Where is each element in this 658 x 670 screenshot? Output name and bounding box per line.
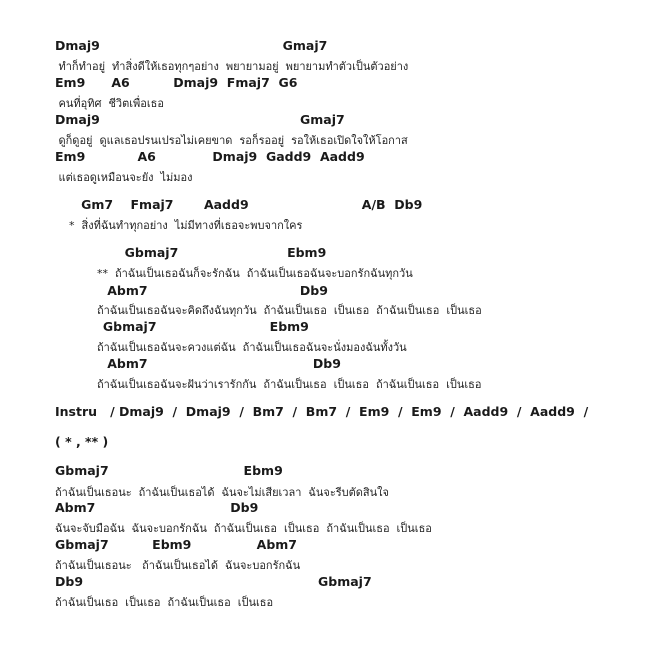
chord-line: Gbmaj7 Ebm9 — [55, 245, 327, 260]
lyric-line: ถ้าฉันเป็นเธอฉันจะควงแต่ฉัน ถ้าฉันเป็นเธอฉันจะนั่งมองฉันทั้งวัน — [55, 341, 407, 354]
chord-line: Gm7 Fmaj7 Aadd9 A/B Db9 — [55, 197, 423, 212]
lyric-line: แต่เธอดูเหมือนจะยัง ไม่มอง — [55, 171, 193, 184]
chord-line: Em9 A6 Dmaj9 Gadd9 Aadd9 — [55, 149, 365, 164]
lyric-line: ดูก็ดูอยู่ ดูแลเธอปรนเปรอไม่เคยขาด รอก็รออยู่ รอให้เธอเปิดใจให้โอกาส — [55, 134, 408, 147]
chord-line: Gbmaj7 Ebm9 — [55, 319, 309, 334]
chord-line: Abm7 Db9 — [55, 356, 341, 371]
lyric-line: ถ้าฉันเป็นเธอฉันจะคิดถึงฉันทุกวัน ถ้าฉันเป็นเธอ เป็นเธอ ถ้าฉันเป็นเธอ เป็นเธอ — [55, 304, 482, 317]
chord-line: Gbmaj7 Ebm9 — [55, 463, 283, 478]
lyric-line: ฉันจะจับมือฉัน ฉันจะบอกรักฉัน ถ้าฉันเป็นเธอ เป็นเธอ ถ้าฉันเป็นเธอ เป็นเธอ — [55, 522, 432, 535]
chord-line: Dmaj9 Gmaj7 — [55, 38, 328, 53]
repeat-marker: ( * , ** ) — [55, 434, 109, 449]
lyric-line: ถ้าฉันเป็นเธอ เป็นเธอ ถ้าฉันเป็นเธอ เป็นเธอ — [55, 596, 274, 609]
chord-line: Abm7 Db9 — [55, 500, 259, 515]
chord-line: Dmaj9 Gmaj7 — [55, 112, 345, 127]
lyric-line: ถ้าฉันเป็นเธอฉันจะฝันว่าเรารักกัน ถ้าฉันเป็นเธอ เป็นเธอ ถ้าฉันเป็นเธอ เป็นเธอ — [55, 378, 482, 391]
lyric-line: คนที่อุทิศ ชีวิตเพื่อเธอ — [55, 97, 164, 110]
chord-line: Gbmaj7 Ebm9 Abm7 — [55, 537, 297, 552]
lyric-line: ทำก็ทำอยู่ ทำสิ่งดีให้เธอทุกๆอย่าง พยายามอยู่ พยายามทำตัวเป็นตัวอย่าง — [55, 60, 409, 73]
chord-line: Db9 Gbmaj7 — [55, 574, 372, 589]
lyric-line: ถ้าฉันเป็นเธอนะ ถ้าฉันเป็นเธอได้ ฉันจะไม่เสียเวลา ฉันจะรีบตัดสินใจ — [55, 486, 389, 499]
lyric-line: * สิ่งที่ฉันทำทุกอย่าง ไม่มีทางที่เธอจะพบจากใคร — [55, 219, 303, 232]
lyric-line: ** ถ้าฉันเป็นเธอฉันก็จะรักฉัน ถ้าฉันเป็นเธอฉันจะบอกรักฉันทุกวัน — [55, 267, 413, 280]
lyric-line: ถ้าฉันเป็นเธอนะ ถ้าฉันเป็นเธอได้ ฉันจะบอกรักฉัน — [55, 559, 301, 572]
instrumental-line: Instru / Dmaj9 / Dmaj9 / Bm7 / Bm7 / Em9 / Em9 / Aadd9 / Aadd9 / — [55, 404, 589, 419]
chord-line: Abm7 Db9 — [55, 283, 328, 298]
chord-line: Em9 A6 Dmaj9 Fmaj7 G6 — [55, 75, 298, 90]
